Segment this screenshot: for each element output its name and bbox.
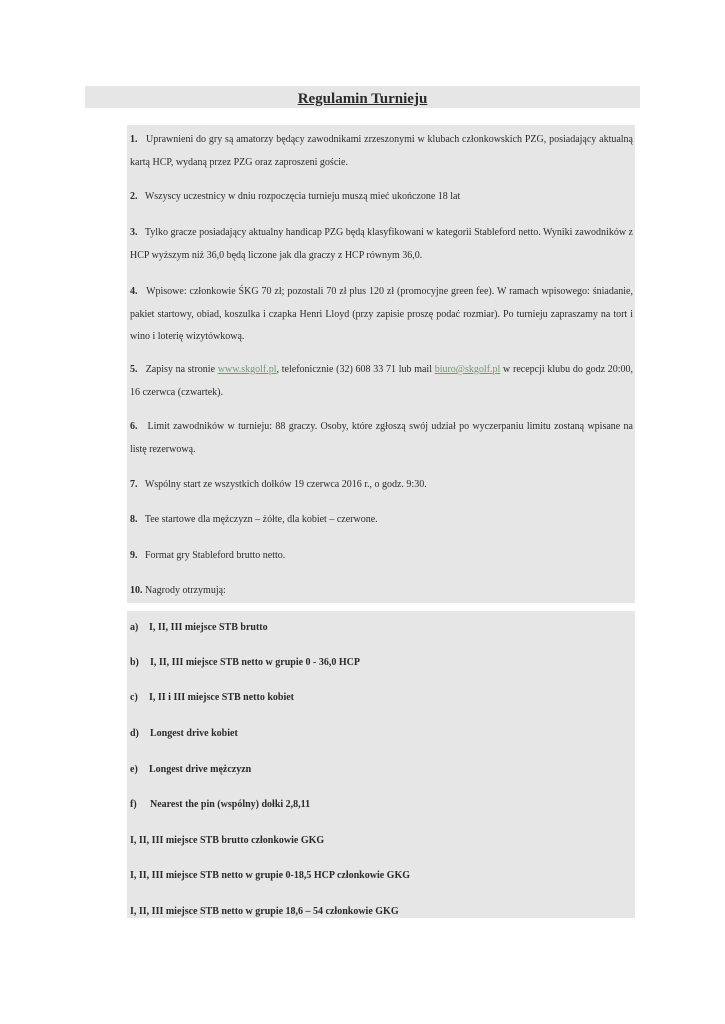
rule-2 (130, 186, 633, 209)
prize-text: Nearest the pin (wspólny) dołki 2,8,11 (150, 799, 311, 810)
prize-letter: a) (130, 622, 139, 633)
rule-text: w recepcji klubu do godz 20:00, 16 czerwca (czwartek). (130, 364, 634, 398)
prize-text: I, II, III miejsce STB netto w grupie 0 - 36,0 HCP (150, 657, 360, 668)
rule-7 (130, 474, 633, 497)
rule-6 (130, 416, 633, 461)
rule-text: Format gry Stableford brutto netto. (145, 550, 286, 561)
prize-letter: c) (130, 692, 138, 703)
rule-number: 5. (130, 364, 138, 375)
rule-text: , telefonicznie (32) 608 33 71 lub mail (276, 364, 435, 375)
prize-item (130, 655, 633, 671)
rule-text: Wspólny start ze wszystkich dołków 19 czerwca 2016 r., o godz. 9:30. (144, 479, 427, 490)
rule-number: 10. (130, 585, 143, 596)
website-link[interactable]: www.skgolf.pl (217, 364, 277, 375)
rule-1 (130, 129, 633, 174)
prize-item (130, 797, 633, 813)
rule-number: 9. (130, 550, 138, 561)
page-title: Regulamin Turnieju (85, 86, 640, 108)
rule-text: Tee startowe dla mężczyzn – żółte, dla kobiet – czerwone. (144, 514, 378, 525)
rule-number: 3. (130, 227, 138, 238)
gkg-prize: I, II, III miejsce STB brutto członkowie GKG (130, 835, 325, 846)
rule-number: 7. (130, 479, 138, 490)
prize-text: Longest drive kobiet (150, 728, 238, 739)
rule-number: 2. (130, 191, 138, 202)
prize-letter: d) (130, 728, 139, 739)
prize-letter: f) (130, 799, 137, 810)
prize-letter: b) (130, 657, 139, 668)
rule-4 (130, 281, 633, 349)
rule-5 (130, 359, 633, 404)
gkg-prize: I, II, III miejsce STB netto w grupie 0-18,5 HCP członkowie GKG (130, 870, 410, 881)
rule-text: Wpisowe: członkowie ŚKG 70 zł; pozostali 70 zł plus 120 zł (promocyjne green fee). W ramach wpisowego: śniadanie, pakiet startowy, obiad, koszulka i czapka Henri Lloyd (przy zapisie proszę podać rozmiar). Po turnieju zapraszamy na tort i wino i loterię wizytówkową. (130, 286, 633, 342)
email-link[interactable]: biuro@skgolf.pl (434, 364, 501, 375)
prize-item (130, 726, 633, 742)
rule-3 (130, 222, 633, 267)
rule-text: Zapisy na stronie (145, 364, 218, 375)
rule-9 (130, 545, 633, 568)
prize-text: I, II i III miejsce STB netto kobiet (149, 692, 295, 703)
rule-text: Tylko gracze posiadający aktualny handicap PZG będą klasyfikowani w kategorii Stableford netto. Wyniki zawodników z HCP wyższym niż 36,0 będą liczone jak dla graczy z HCP równym 36,0. (130, 227, 633, 261)
rule-number: 6. (130, 421, 138, 432)
prize-text: Longest drive mężczyzn (149, 764, 252, 775)
prize-item (130, 690, 633, 706)
gkg-prize: I, II, III miejsce STB netto w grupie 18,6 – 54 członkowie GKG (130, 906, 399, 917)
rule-number: 1. (130, 134, 138, 145)
rule-8 (130, 509, 633, 532)
rule-text: Nagrody otrzymują: (145, 585, 226, 596)
rule-text: Limit zawodników w turnieju: 88 graczy. Osoby, które zgłoszą swój udział po wyczerpaniu limitu zostaną wpisane na listę rezerwową. (130, 421, 633, 455)
prize-item (130, 762, 633, 778)
rule-text: Uprawnieni do gry są amatorzy będący zawodnikami zrzeszonymi w klubach członkowskich PZG, posiadający aktualną kartą HCP, wydaną przez PZG oraz zaproszeni goście. (130, 134, 633, 168)
prize-text: I, II, III miejsce STB brutto (149, 622, 268, 633)
rule-number: 4. (130, 286, 138, 297)
rule-number: 8. (130, 514, 138, 525)
rule-10 (130, 580, 633, 603)
rule-text: Wszyscy uczestnicy w dniu rozpoczęcia turnieju muszą mieć ukończone 18 lat (144, 191, 461, 202)
prize-letter: e) (130, 764, 138, 775)
prize-item (130, 620, 633, 636)
